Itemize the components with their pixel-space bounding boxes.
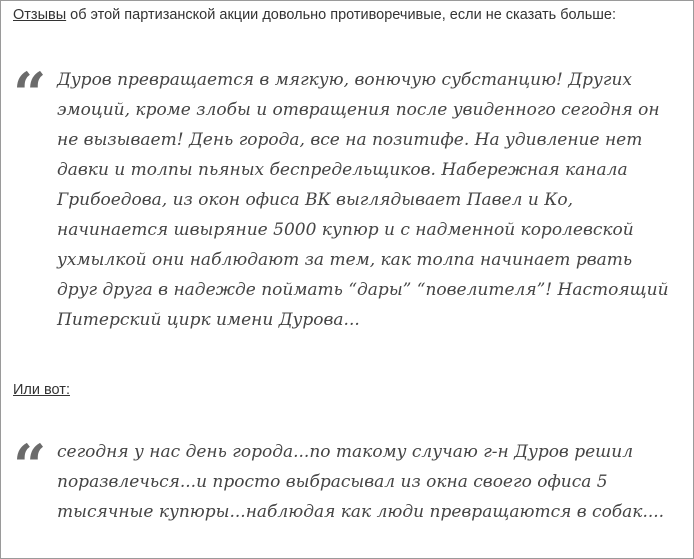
or-this-label: Или вот: (13, 382, 70, 398)
quote-line: Грибоедова, из окон офиса ВК выглядывает Павел и Ко, (57, 190, 573, 210)
quote-line: давки и толпы пьяных беспредельщиков. Набережная канала (57, 160, 628, 180)
quote-line: ухмылкой они наблюдают за тем, как толпа начинает рвать (57, 250, 633, 270)
intro-text: об этой партизанской акции довольно противоречивые, если не сказать больше: (66, 7, 617, 23)
quote-line: друг друга в надежде поймать “дары” “повелителя”! Настоящий (57, 280, 669, 300)
quote-line: сегодня у нас день города...по такому случаю г-н Дуров решил (57, 442, 634, 462)
quote-text (57, 65, 685, 335)
quote-line: Дуров превращается в мягкую, вонючую субстанцию! Других (57, 70, 632, 90)
quote-line: Питерский цирк имени Дурова... (57, 310, 360, 330)
quote-line: начинается швыряние 5000 купюр и с надменной королевской (57, 220, 634, 240)
quote-mark-icon: “ (13, 432, 47, 500)
quote-line: не вызывает! День города, все на позитифе. На удивление нет (57, 130, 643, 150)
quote-line: тысячные купюры...наблюдая как люди превращаются в собак.... (57, 502, 665, 522)
intro-paragraph (13, 7, 616, 23)
quote-line: поразвлечься...и просто выбрасывал из окна своего офиса 5 (57, 472, 608, 492)
reviews-link[interactable]: Отзывы (13, 7, 67, 23)
quote-line: эмоций, кроме злобы и отвращения после увиденного сегодня он (57, 100, 660, 120)
quote-mark-icon: “ (13, 60, 47, 128)
quote-text (57, 437, 685, 527)
